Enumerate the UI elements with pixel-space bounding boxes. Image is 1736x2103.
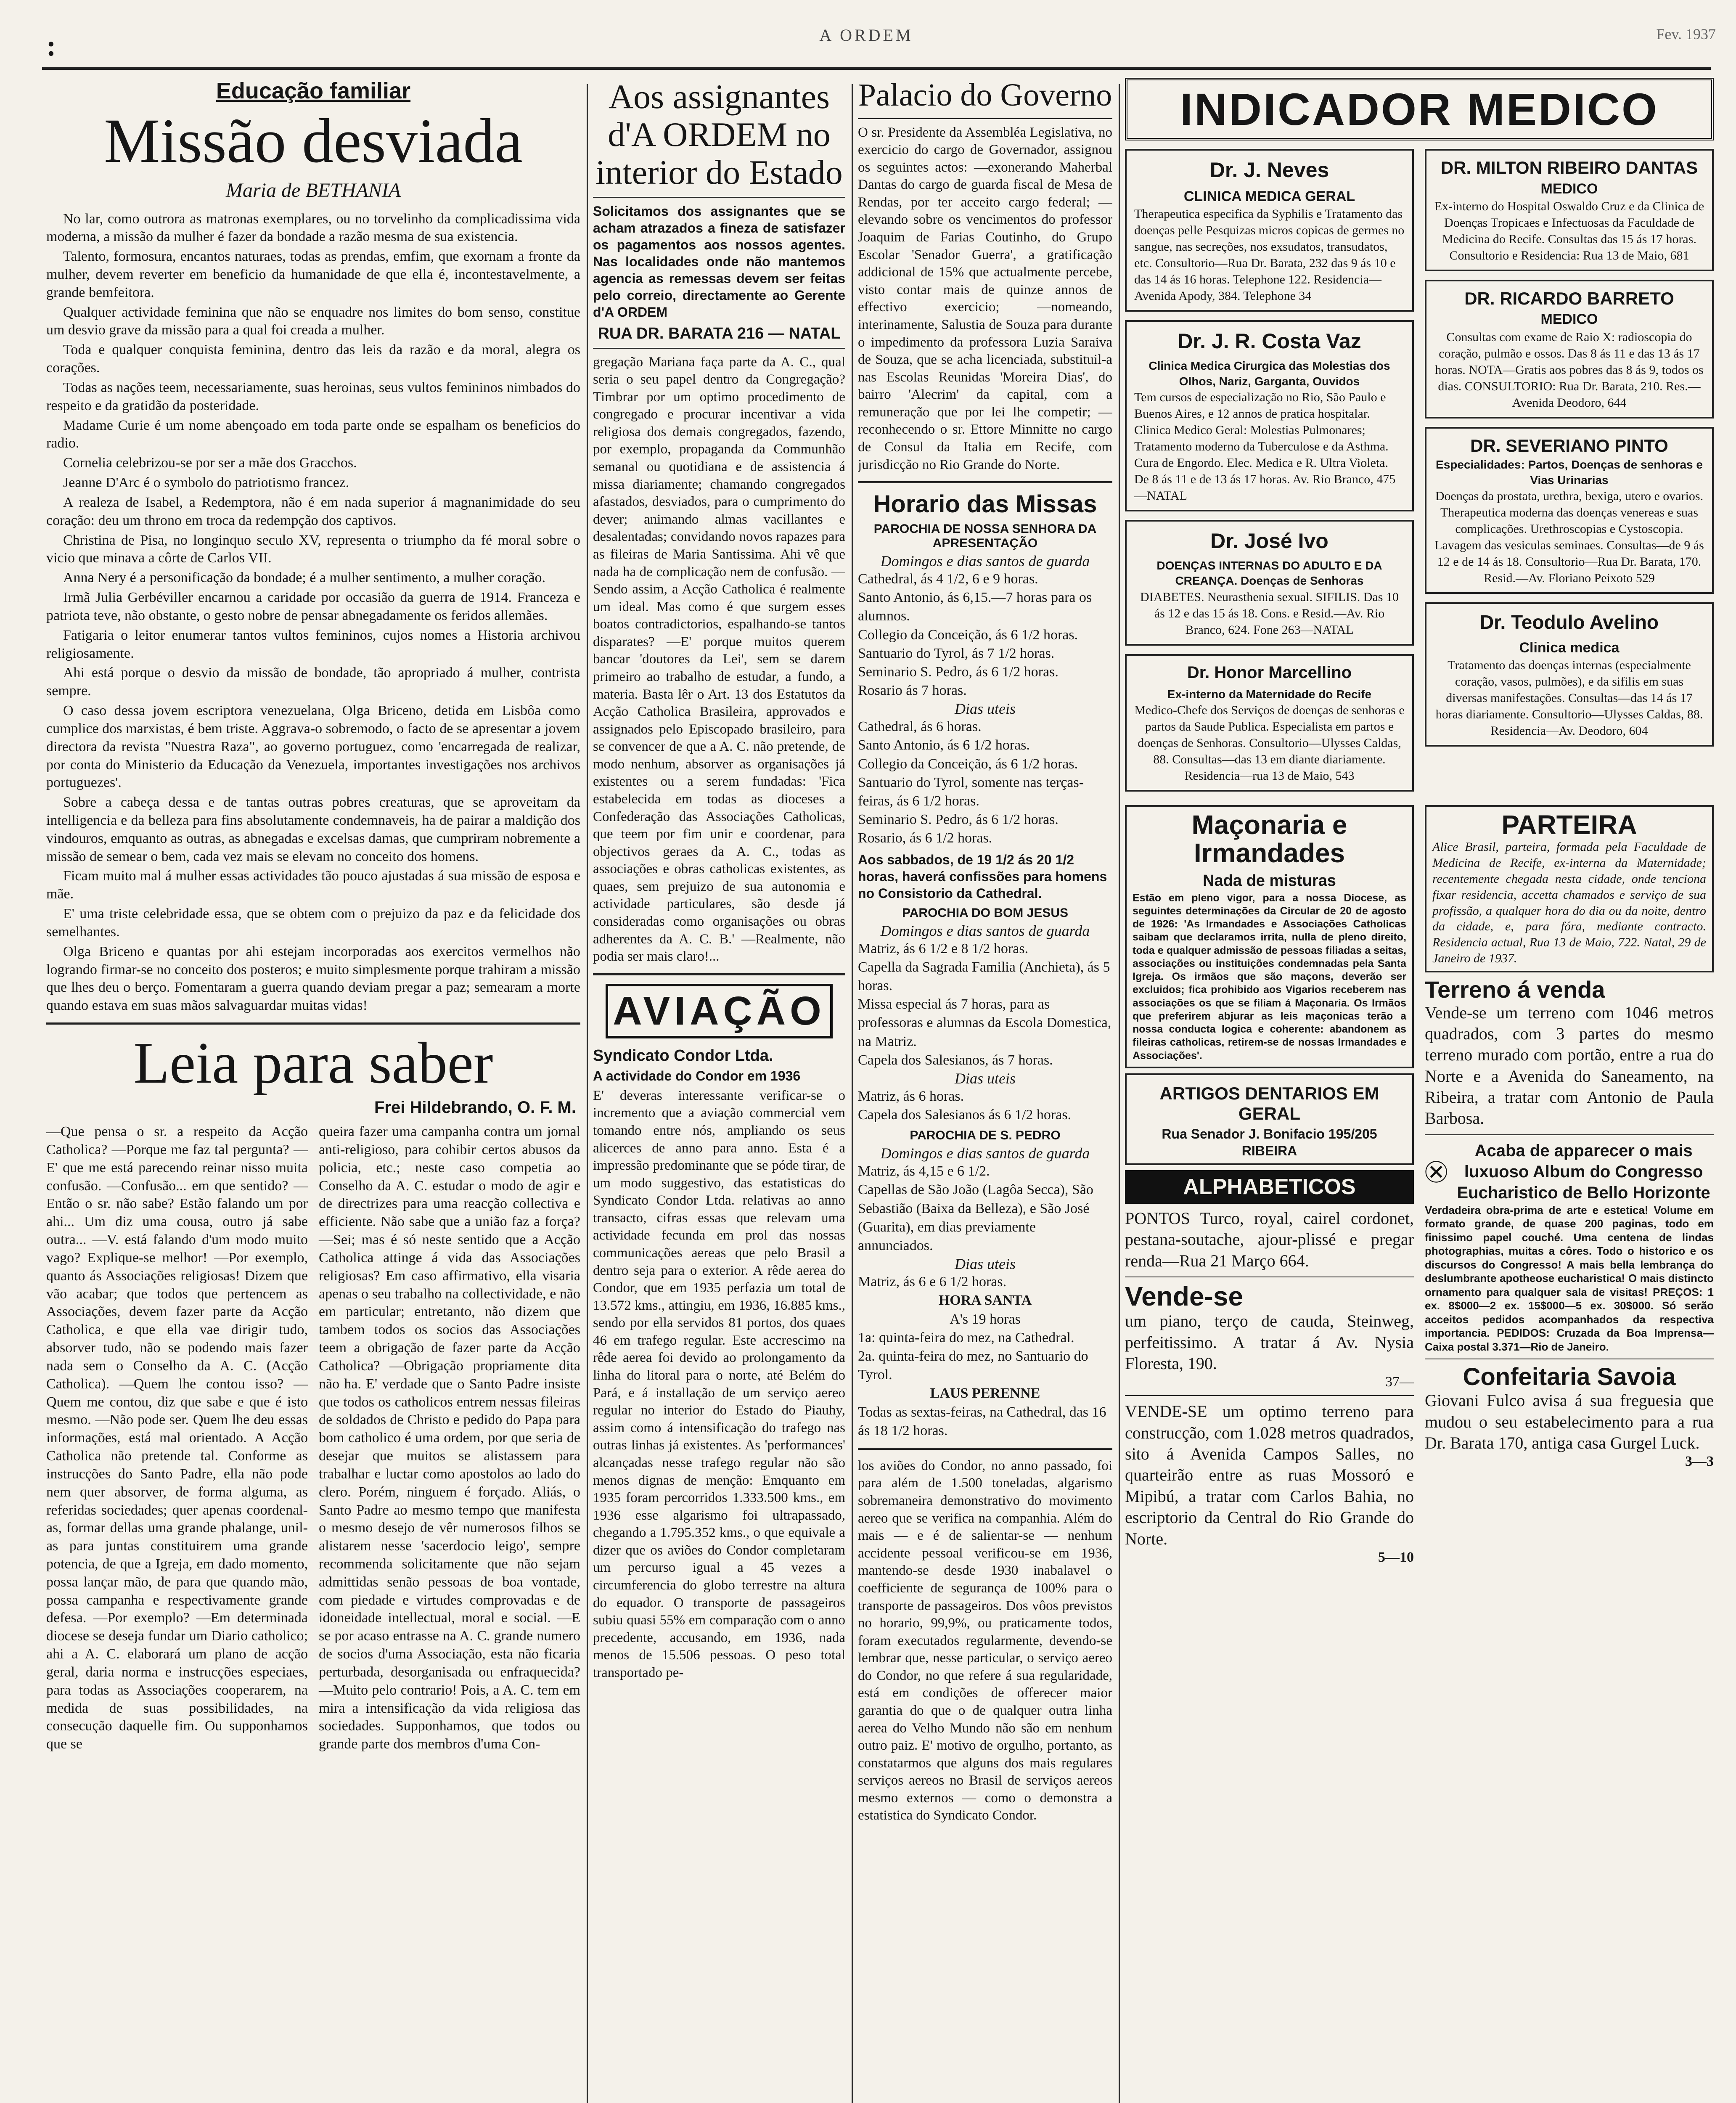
paragraph: Ficam muito mal á mulher essas actividades tão pouco ajustadas á sua missão de esposa e mãe. <box>46 868 580 902</box>
vende-piano-code: 37— <box>1385 1374 1414 1390</box>
section-rule <box>858 481 1112 483</box>
confeitaria-code: 3—3 <box>1685 1454 1714 1470</box>
hora-santa-line: A's 19 horas <box>950 1311 1021 1327</box>
section-rule <box>858 1448 1112 1450</box>
horario-parish: PAROCHIA DE NOSSA SENHORA DA APRESENTAÇÃO <box>873 522 1097 550</box>
horario-line: Collegio da Conceição, ás 6 1/2 horas. <box>858 627 1078 643</box>
paragraph: Christina de Pisa, no longinquo seculo XV, representa o triumpho da fé moral sobre o vicio que minava a côrte de Carlos VII. <box>46 532 580 566</box>
lower-right <box>1425 800 1714 1565</box>
paragraph: Cornelia celebrizou-se por ser a mãe dos Gracchos. <box>63 455 357 471</box>
album-ad <box>1425 1140 1714 1203</box>
ad-sub: Clinica medica <box>1519 639 1620 656</box>
aviacao-title: AVIAÇÃO <box>606 984 833 1038</box>
rule <box>1425 1134 1714 1135</box>
page-mark: : <box>46 30 56 62</box>
section-kicker: Educação familiar <box>216 78 411 103</box>
ads-left <box>1125 149 1414 800</box>
horario-subhead: Dias uteis <box>954 1070 1016 1087</box>
paragraph: A realeza de Isabel, a Redemptora, não é em nada superior á magnanimidade do seu coração: deu um throno em troca da redempção dos captivos. <box>46 494 580 528</box>
hora-santa-line: 1a: quinta-feira do mez, na Cathedral. <box>858 1330 1074 1345</box>
horario-subhead: Domingos e dias santos de guarda <box>880 1145 1090 1162</box>
ad-sub: MEDICO <box>1540 311 1598 328</box>
ad-text: Tratamento das doenças internas (especialmente coração, vasos, pulmões), e da sifilis em suas diversas manifestações. Consultas—das 14 ás 17 horas diariamente. Consultorio—Ulysses Caldas, 88. Residencia—Av. Deodoro, 604 <box>1435 658 1703 738</box>
artigos-title: ARTIGOS DENTARIOS EM GERAL <box>1159 1083 1379 1123</box>
alphabeticos-body: PONTOS Turco, royal, cairel cordonet, pestana-soutache, ajour-plissé e pregar renda—Rua 21 Março 664. <box>1125 1208 1414 1270</box>
ad-sub: Ex-interno da Maternidade do Recife <box>1167 687 1372 701</box>
leia-author: Frei Hildebrando, O. F. M. <box>374 1098 576 1117</box>
paragraph: O caso dessa jovem escriptora venezuelana, Olga Briceno, detida em Lisbôa como cumplice dos marxistas, é bem triste. Aggrava-o sobremodo, o facto de se apresentar a jovem directora da revista "Nuestra Raza", ao governo portuguez, como 'encarregada de realizar, por conta do Ministerio da Educação da Venezuela, importantes investigações nos archivos portuguezes'. <box>46 703 580 791</box>
horario-line: Seminario S. Pedro, ás 6 1/2 horas. <box>858 812 1059 828</box>
section-rule <box>46 1022 580 1025</box>
horario-line: Santuario do Tyrol, somente nas terças-feiras, ás 6 1/2 horas. <box>858 774 1084 809</box>
aviacao-body: E' deveras interessante verificar-se o incremento que a aviação commercial vem tomando entre nós, ampliando os seus alicerces de anno para anno. Esta é a impressão predominante que se póde tirar, de um modo suggestivo, das estatisticas do Syndicato Condor Ltda. relativas ao anno transacto, cifras essas que relevam uma actividade fecunda em prol das nossas communicações aereas que pelo Brasil a dentro seja para o exterior. A rêde aerea do Condor, que em 1935 perfazia um total de 13.572 kms., attingiu, em 1936, 16.885 kms., sendo por ella servidos 81 portos, dos quaes 46 em trafego regular. Este accrescimo na rêde aerea foi devido ao prolongamento da linha do litoral para o norte, até Belém do Pará, e á installação de um serviço aereo regular no interior do Estado do Piauhy, assim como á intensificação do trafego nas outras linhas já existentes. As 'performances' alcançadas nesse trafego regular não são menos dignas de menção: Emquanto em 1935 foram percorridos 1.333.500 kms., em 1936 esse algarismo foi ultrapassado, chegando a 1.795.352 kms., o que equivale a dizer que os aviões do Condor completaram um percurso igual a 45 vezes a circumferencia do globo terrestre na altura do equador. O transporte de passageiros subiu quasi 55% em comparação com o anno precedente, accusando, em 1936, nada menos de 15.506 pessoas. O peso total transportado pe- <box>593 1088 845 1680</box>
horario-line: Rosario ás 7 horas. <box>858 683 967 699</box>
horario-line: Cathedral, ás 4 1/2, 6 e 9 horas. <box>858 571 1038 587</box>
confeitaria-title: Confeitaria Savoia <box>1463 1363 1676 1391</box>
column-divider <box>852 84 853 2103</box>
ad-ricardo-barreto <box>1425 280 1714 418</box>
paragraph: Anna Nery é a personificação da bondade; é a mulher sentimento, a mulher coração. <box>63 570 546 586</box>
horario-line: Capella da Sagrada Familia (Anchieta), ás 5 horas. <box>858 959 1110 993</box>
article-body <box>46 210 580 1015</box>
horario-line: Cathedral, ás 6 horas. <box>858 719 982 735</box>
horario-line: Santo Antonio, ás 6 1/2 horas. <box>858 737 1030 753</box>
aviacao-subtitle: Syndicato Condor Ltda. <box>593 1046 773 1065</box>
hora-santa-title: HORA SANTA <box>938 1293 1032 1308</box>
leia-col-right: queira fazer uma campanha contra um jornal anti-religioso, para cohibir certos abusos da policia, etc.; neste caso competia ao Conselho da A. C. estudar o modo de agir e de directrizes para uma reacção collectiva e efficiente. Não sabe que a união faz a força? —Sei; mas é só neste sentido que a Acção Catholica attinge á vida das Associações religiosas? Em caso affirmativo, ella visaria apenas o seu trabalho na collectividade, e não em particular; entretanto, não dizem que tambem todos os socios das Associações teem a obrigação de fazer parte da Acção Catholica? —Obrigação propriamente dita não ha. E' verdade que o Santo Padre insiste que todos os catholicos entrem nessas fileiras de soldados de Christo e pedido do Papa para bom catholico é uma ordem, por que seria de desejar que muitos se alistassem para trabalhar e luctar como apostolos ao lado do clero. Porém, ninguem é forçado. Aliás, o Santo Padre ao mesmo tempo que manifesta o mesmo desejo de vêr numerosos filhos se alistarem nesse 'sacerdocio leigo', sempre recommenda solicitamente que não sejam admittidas senão pessoas de boa vontade, com piedade e virtudes comprovadas e de idoneidade intellectual, moral e social. —E se por acaso entrasse na A. C. grande numero de socios d'uma Associação, esta não ficaria perturbada, desorganisada ou enfraquecida? —Muito pelo contrario! Pois, a A. C. tem em mira a intensificação da vida religiosa das sociedades. Supponhamos, que todos ou grande parte dos membros d'uma Con- <box>319 1124 580 1752</box>
terreno-title: Terreno á venda <box>1425 976 1605 1003</box>
ad-costa-vaz <box>1125 320 1414 511</box>
paragraph: Todas as nações teem, necessariamente, suas heroinas, seus vultos femininos nimbados do respeito e da gratidão da posteridade. <box>46 379 580 413</box>
horario-line: Missa especial ás 7 horas, para as professoras e alumnas da Escola Domestica, na Matriz. <box>858 996 1111 1049</box>
ad-text: DIABETES. Neurasthenia sexual. SIFILIS. Das 10 ás 12 e das 15 ás 18. Cons. e Resid.—Av. Rio Branco, 624. Fone 263—NATAL <box>1140 590 1399 637</box>
horario-notice: Aos sabbados, de 19 1/2 ás 20 1/2 horas, haverá confissões para homens no Consistorio da Cathedral. <box>858 852 1107 901</box>
confeitaria-body: Giovani Fulco avisa á sua freguesia que mudou o seu estabelecimento para a rua Dr. Barata 170, antiga casa Gurgel Luck. <box>1425 1391 1714 1453</box>
assignantes-body: Solicitamos dos assignantes que se acham atrazados a fineza de satisfazer os pagamentos aos nossos agentes. Nas localidades onde não mantemos agencia as remessas devem ser feitas pelo correio, directamente ao Gerente d'A ORDEM <box>593 203 845 320</box>
paragraph: Talento, formosura, encantos naturaes, todas as prendas, emfim, que exornam a fronte da mulher, devem reverter em beneficio da humanidade de que ella é, incontestavelmente, a grande bemfeitora. <box>46 249 580 300</box>
paragraph: Olga Briceno e quantas por ahi estejam incorporadas aos exercitos vermelhos não logrando firmar-se no conceito dos posteros; e muito simplesmente porque trahiram a missão que lhes deu o berço. Fomentaram a guerra quando deviam pregar a paz; semearam a morte quando estava em suas mãos salvaguardar muitas vidas! <box>46 943 580 1014</box>
column-education <box>46 78 580 2103</box>
vende-terreno-body: VENDE-SE um optimo terreno para construcção, com 1.028 metros quadrados, sito á Avenida Campos Salles, no quarteirão entre as ruas Mossoró e Mipibú, a tratar com Carlos Bahia, no escriptorio da Central do Rio Grande do Norte. <box>1125 1402 1414 1548</box>
article-title: Missão desviada <box>104 106 523 176</box>
horario-line: Matriz, ás 4,15 e 6 1/2. <box>858 1163 990 1179</box>
ad-name: DR. MILTON RIBEIRO DANTAS <box>1440 158 1698 177</box>
terreno-body: Vende-se um terreno com 1046 metros quadrados, com 3 partes do mesmo terreno murado com portão, entre a rua do Norte e a Avenida do Saneamento, na Ribeira, a tratar com Antonio de Paula Barbosa. <box>1425 1003 1714 1128</box>
ad-teodulo-avelino <box>1425 602 1714 747</box>
maconaria-title: Maçonaria e Irmandades <box>1191 810 1347 869</box>
ad-severiano-pinto <box>1425 427 1714 594</box>
palacio-body: O sr. Presidente da Assembléa Legislativa, no exercicio do cargo de Governador, assignou os seguintes actos: —exonerando Maherbal Dantas do cargo de guarda fiscal de Mesa de Rendas, por ter acceito cargo federal; —elevando sobre os vencimentos do professor Joaquim de Farias Coutinho, do Grupo Escolar 'Senador Guerra', a gratificação addicional de 15% que actualmente percebe, visto contar mais de quinze annos de effectivo exercicio; —nomeando, interinamente, Salustia de Souza para durante o impedimento da professora Luzia Saraiva de Souza, que se acha licenciada, substituil-a nas Escolas Reunidas 'Moreira Dias', do bairro 'Alecrim' da capital, com a remuneração que por lei lhe competir; —reconhecendo o sr. Ettore Minnitte no cargo de Consul da Italia em Recife, com jurisdicção no Rio Grande do Norte. <box>858 124 1112 472</box>
paragraph: E' uma triste celebridade essa, que se obtem com o prejuizo da paz e da felicidade dos semelhantes. <box>46 906 580 940</box>
ad-name: Dr. Teodulo Avelino <box>1479 611 1659 633</box>
ad-name: Dr. José Ivo <box>1210 529 1328 553</box>
laus-body: Todas as sextas-feiras, na Cathedral, das 16 ás 18 1/2 horas. <box>858 1404 1106 1438</box>
horario-parish: PAROCHIA DO BOM JESUS <box>902 906 1069 920</box>
vende-terreno-code: 5—10 <box>1378 1549 1414 1565</box>
horario-subhead: Domingos e dias santos de guarda <box>880 922 1090 939</box>
ad-name: DR. RICARDO BARRETO <box>1464 288 1674 308</box>
masthead: A ORDEM <box>819 26 913 45</box>
ad-name: Dr. J. Neves <box>1209 158 1329 182</box>
horario-line: Matriz, ás 6 e 6 1/2 horas. <box>858 1274 1007 1290</box>
paragraph: Jeanne D'Arc é o symbolo do patriotismo francez. <box>63 475 349 491</box>
paragraph: Madame Curie é um nome abençoado em toda parte onde se espalham os beneficios do radio. <box>46 417 580 451</box>
ad-honor-marcellino <box>1125 654 1414 792</box>
alphabeticos-title: ALPHABETICOS <box>1125 1170 1414 1204</box>
rule <box>1125 1395 1414 1396</box>
horario-line: Seminario S. Pedro, ás 6 1/2 horas. <box>858 664 1059 680</box>
aviacao-kicker: A actividade do Condor em 1936 <box>593 1068 801 1083</box>
assignantes-title: Aos assignantes d'A ORDEM no interior do Estado <box>595 78 843 192</box>
maconaria-subtitle: Nada de misturas <box>1203 871 1336 890</box>
ad-text: Doenças da prostata, urethra, bexiga, utero e ovarios. Therapeutica moderna das doenças venereas e suas complicações. Urethroscopias e Cystoscopia. Lavagem das vesiculas seminaes. Consultas—de 9 ás 12 e de 14 ás 18. Consultorio—Rua Dr. Barata, 170. Resid.—Av. Floriano Peixoto 529 <box>1434 489 1704 585</box>
leia-body <box>46 1123 580 1753</box>
rule <box>858 118 1112 119</box>
medical-ads <box>1125 149 1714 800</box>
paragraph: Ahi está porque o desvio da missão de bondade, tão apropriado á mulher, contrista sempre. <box>46 665 580 699</box>
ad-neves <box>1125 149 1414 312</box>
aviacao-continuation: los aviões do Condor, no anno passado, foi para além de 1.500 toneladas, algarismo sobremaneira demonstrativo do movimento aereo que se verifica na companhia. Além do mais — e é de salientar-se — nenhum accidente pessoal verificou-se em 1936, mantendo-se desde 1930 inabalavel o coefficiente de segurança de 100% para o transporte de passageiros. Dos vôos previstos no horario, 99,9%, ou praticamente todos, foram executados regularmente, devendo-se lembrar que, nesse particular, o serviço aereo do Condor, no que refere á sua regularidade, está em condições de offerecer maior garantia do que o de qualquer outra linha aerea do Velho Mundo não são em nenhum outro paiz. E' motivo de orgulho, portanto, as constatarmos que alguns dos mais regulares serviços aereos no Brasil de serviços aereos mesmo externos — como o demonstra a estatistica do Syndicato Condor. <box>858 1458 1112 1823</box>
horario-line: Capela dos Salesianos, ás 7 horas. <box>858 1052 1053 1068</box>
horario-line: Capela dos Salesianos ás 6 1/2 horas. <box>858 1107 1072 1123</box>
leia-col-left: —Que pensa o sr. a respeito da Acção Catholica? —Porque me faz tal pergunta? —E' que me está parecendo reinar nisso muita confusão. —Confusão... em que sentido? —Então o sr. não sabe? Estão falando um por ahi... Um diz uma cousa, outro já sabe outra... —V. está falando d'um modo muito vago? Explique-se melhor! —Por exemplo, quanto ás Associações religiosas! Dizem que vão acabar; que todos que pertencem as Associações, devem fazer parte da Acção Catholica, e que ella vae dirigir tudo, absorver tudo, não se podendo mais fazer nada sem o Conselho da A. C. (Acção Catholica). —Quem lhe contou isso? —Quem me contou, diz que sabe e que é isto mesmo. —Não pode ser. Quem lhe deu essas informações, está mal orientado. A Acção Catholica não pretende tal. Conforme as instrucções do Santo Padre, ella não pode nem quer absorver, de forma alguma, as referidas sociedades; quer apenas coordenal-as, formar dellas uma grande phalange, unil-as para juntas constituirem uma grande potencia, de que a Igreja, em dado momento, possa lançar mão, de para que quando mão, possa campanha e respectivamente grande defesa. —Por exemplo? —Em determinada diocese se deseja fundar um Diario catholico; ahi a A. C. elaborará um plano de acção geral, daria norma e instrucções especiaes, para todas as Associações cooperarem, na medida de suas possibilidades, na consecução daquelle fim. Ou supponhamos que se <box>46 1124 308 1752</box>
ad-text: Therapeutica especifica da Syphilis e Tratamento das doenças pelle Pesquizas micros copicas de germes no sangue, nas secreções, nos exsudatos, transudatos, etc. Consultorio—Rua Dr. Barata, 232 das 9 ás 10 e das 14 ás 16 horas. Telephone 122. Residencia—Avenida Apody, 384. Telephone 34 <box>1134 207 1405 303</box>
laus-title: LAUS PERENNE <box>930 1385 1040 1401</box>
ad-sub: MEDICO <box>1540 180 1598 197</box>
ad-sub: CLINICA MEDICA GERAL <box>1183 188 1355 204</box>
section-rule <box>593 973 845 975</box>
horario-line: Santo Antonio, ás 6,15.—7 horas para os alumnos. <box>858 590 1092 624</box>
header-rule <box>42 67 1711 70</box>
ads-right <box>1425 149 1714 800</box>
ad-name: Dr. J. R. Costa Vaz <box>1178 329 1361 353</box>
horario-line: Capellas de São João (Lagôa Secca), São Sebastião (Baixa da Belleza), e São José (Guarita), em dias previamente annunciados. <box>858 1182 1093 1254</box>
horario-subhead: Domingos e dias santos de guarda <box>880 552 1090 569</box>
column-divider <box>1119 84 1120 2103</box>
horario-subhead: Dias uteis <box>954 700 1016 718</box>
ad-sub: Especialidades: Partos, Doenças de senhoras e Vias Urinarias <box>1436 458 1703 487</box>
parteira-body: Alice Brasil, parteira, formada pela Faculdade de Medicina de Recife, ex-interna da Maternidade; recentemente chegada nesta cidade, onde tenciona fixar residencia, accetta chamados e serviço de sua profissão, a qualquer hora do dia ou da noite, dentro da cidade, e, para fóra, mediante contracto. Residencia actual, Rua 13 de Maio, 722. Natal, 29 de Janeiro de 1937. <box>1432 840 1706 965</box>
maconaria-box <box>1125 805 1414 1068</box>
ad-jose-ivo <box>1125 520 1414 646</box>
ad-text: Consultas com exame de Raio X: radioscopia do coração, pulmão e ossos. Das 8 ás 11 e das 13 ás 17 horas. NOTA—Gratis aos pobres das 8 ás 9, todos os dias. CONSULTORIO: Rua Dr. Barata, 210. Res.—Avenida Deodoro, 644 <box>1435 330 1704 410</box>
horario-line: Matriz, ás 6 1/2 e 8 1/2 horas. <box>858 940 1029 956</box>
paragraph: Irmã Julia Gerbéviller encarnou a caridade por occasião da guerra de 1914. Franceza e patriota teve, não obstante, o gesto nobre de pensar abnegadamente os feridos allemães. <box>46 590 580 623</box>
ad-text: Medico-Chefe dos Serviços de doenças de senhoras e partos da Saude Publica. Especialista em partos e doenças de Senhoras. Consultorio—Ulysses Caldas, 88. Consultas—das 13 em diante diariamente. Residencia—rua 13 de Maio, 543 <box>1134 703 1405 783</box>
horario-line: Matriz, ás 6 horas. <box>858 1088 964 1104</box>
paragraph: Qualquer actividade feminina que não se enquadre nos limites do bom senso, constitue um desvio grave da missão para a qual foi creada a mulher. <box>46 304 580 338</box>
paragraph: Fatigaria o leitor enumerar tantos vultos femininos, cujos nomes a Historia archivou religiosamente. <box>46 627 580 661</box>
maconaria-body: Estão em pleno vigor, para a nossa Diocese, as seguintes determinações da Circular de 20 de agosto de 1926: 'As Irmandades e Associações Catholicas saibam que declaramos irrita, nulla de pleno direito, toda e qualquer admissão de pessoas filiadas a seitas, associações ou instituições condemnadas pela Santa Igreja. Os irmãos que são maçons, deverão ser excluidos; fica prohibido aos Vigarios receberem nas associações os que se filiam á Maçonaria. Os Irmãos que preferirem abjurar as leis maçonicas terão a nossa conducta logica e coherente: abandonem as fileiras catholicas, retirem-se de nossas Irmandades e Associações'. <box>1133 892 1406 1062</box>
column-ads <box>1125 78 1714 2103</box>
ad-milton <box>1425 149 1714 271</box>
horario-line: Collegio da Conceição, ás 6 1/2 horas. <box>858 756 1078 772</box>
horario-title: Horario das Missas <box>873 490 1097 518</box>
paragraph: Sobre a cabeça dessa e de tantas outras pobres creaturas, que se aproveitam da intelligencia e da belleza para fins absolutamente condemnaveis, ha de pairar a maldição dos vindouros, emquanto as outras, as abnegadas e excelsas damas, que cumpriram nobremente a missão de semear o bem, cada vez mais se elevam no conceito dos homens. <box>46 795 580 864</box>
lower-ads <box>1125 800 1714 1565</box>
horario-subhead: Dias uteis <box>954 1255 1016 1273</box>
parteira-title: PARTEIRA <box>1501 810 1637 840</box>
album-body: Verdadeira obra-prima de arte e estetica! Volume em formato grande, de quase 200 paginas, todo em finissimo papel couché. Uma centena de lindas photographias, muitas a côres. Todo o historico e os discursos do Congresso! A mais bella lembrança do deslumbrante apotheose eucharistica! O mais distincto ornamento para qualquer sala de visitas! PREÇOS: 1 ex. 8$000—2 ex. 15$000—5 ex. 30$000. Só serão acceitos pedidos acompanhados da respectiva importancia. PEDIDOS: Cruzada da Boa Imprensa—Caixa postal 3.371—Rio de Janeiro. <box>1425 1203 1714 1353</box>
vende-piano-body: um piano, terço de cauda, Steinweg, perfeitissimo. A tratar á Av. Nysia Floresta, 190. <box>1125 1311 1414 1373</box>
paragraph: No lar, como outrora as matronas exemplares, ou no torvelinho da complicadissima vida moderna, a missão da mulher é fazer da bondade a razão mesma de sua existencia. <box>46 211 580 245</box>
page-header <box>0 0 1736 72</box>
album-headline: Acaba de apparecer o mais luxuoso Album do Congresso Eucharistico de Bello Horizonte <box>1457 1141 1710 1202</box>
vende-piano-title: Vende-se <box>1125 1281 1244 1311</box>
column-governo <box>858 78 1112 2103</box>
artigos-address: Rua Senador J. Bonifacio 195/205 RIBEIRA <box>1162 1126 1377 1158</box>
indicador-title: INDICADOR MEDICO <box>1125 78 1714 140</box>
page-date: Fev. 1937 <box>1656 26 1716 42</box>
ad-name: Dr. Honor Marcellino <box>1187 663 1352 682</box>
lower-left <box>1125 800 1414 1565</box>
ad-name: DR. SEVERIANO PINTO <box>1470 435 1668 456</box>
ad-text: Ex-interno do Hospital Oswaldo Cruz e da Clinica de Doenças Tropicaes e Infectuosas da Faculdade de Medicina do Recife. Consultas das 15 ás 17 horas. Consultorio e Residencia: Rua 13 de Maio, 681 <box>1434 199 1704 262</box>
article-byline: Maria de BETHANIA <box>226 179 401 201</box>
leia-title: Leia para saber <box>133 1030 493 1096</box>
paragraph: Toda e qualquer conquista feminina, dentro das leis da razão e da moral, alegra os corações. <box>46 342 580 376</box>
hora-santa-line: 2a. quinta-feira do mez, no Santuario do Tyrol. <box>858 1348 1088 1383</box>
horario-line: Santuario do Tyrol, ás 7 1/2 horas. <box>858 645 1055 661</box>
horario-line: Rosario, ás 6 1/2 horas. <box>858 830 992 846</box>
artigos-box <box>1125 1073 1414 1165</box>
leia-continuation: gregação Mariana faça parte da A. C., qual seria o seu papel dentro da Congregação? Timbrar por um optimo procedimento de congregado e procurar incentivar a vida religiosa dos demais congregados, fazendo, por exemplo, propaganda da Communhão semanal ou quotidiana e de assistencia á missa diariamente; chamando congregados afastados, desviados, para o cumprimento do dever; animando almas vacillantes e desalentadas; convidando novos rapazes para as fileiras de Maria Santissima. Ahi vê que nada ha de complicação nem de confusão. —Sendo assim, a Acção Catholica é realmente um ideal. Mas como é que surgem esses boatos contradictorios, espalhando-se tantos disparates? —E' porque muitos querem bancar 'doutores da Lei', sem se darem primeiro ao trabalho de estudar, a fundo, a materia. Basta lêr o Art. 13 dos Estatutos da Acção Catholica Brasileira, approvados e assignados pelo Episcopado brasileiro, para se convencer de que a A. C. não pretende, de modo nenhum, absorver as organisações já existentes ou a serem fundadas: 'Fica estabelecida em todas as dioceses a Confederação das Associações Catholicas, que teem por fim unir e coordenar, para objectivos geraes da A. C., todas as associações e obras catholicas existentes, as quaes, sem prejuizo de sua autonomia e actividade particulares, são desde já consideradas como organisações ou obras adherentes da A. C. B.' —Realmente, não podia ser mais claro!... <box>593 354 845 964</box>
column-divider <box>587 84 588 2103</box>
parteira-box <box>1425 805 1714 972</box>
horario-parish: PAROCHIA DE S. PEDRO <box>910 1128 1061 1143</box>
column-assignantes <box>593 78 845 2103</box>
ad-sub: Clinica Medica Cirurgica das Molestias dos Olhos, Nariz, Garganta, Ouvidos <box>1149 359 1390 388</box>
rule <box>593 348 845 349</box>
assignantes-address: RUA DR. BARATA 216 — NATAL <box>598 324 841 342</box>
palacio-title: Palacio do Governo <box>858 78 1112 113</box>
congress-emblem-icon <box>1425 1140 1448 1203</box>
ad-sub: DOENÇAS INTERNAS DO ADULTO E DA CREANÇA. Doenças de Senhoras <box>1156 559 1382 588</box>
rule <box>593 197 845 198</box>
ad-text: Tem cursos de especialização no Rio, São Paulo e Buenos Aires, e 12 annos de pratica hospitalar. Clinica Medico Geral: Molestias Pulmonares; Tratamento moderno da Tuberculose e da Asthma. Cura de Engordo. Elec. Medica e R. Ultra Violeta. De 8 ás 11 e de 13 ás 17 horas. Av. Rio Branco, 475—NATAL <box>1134 390 1396 503</box>
